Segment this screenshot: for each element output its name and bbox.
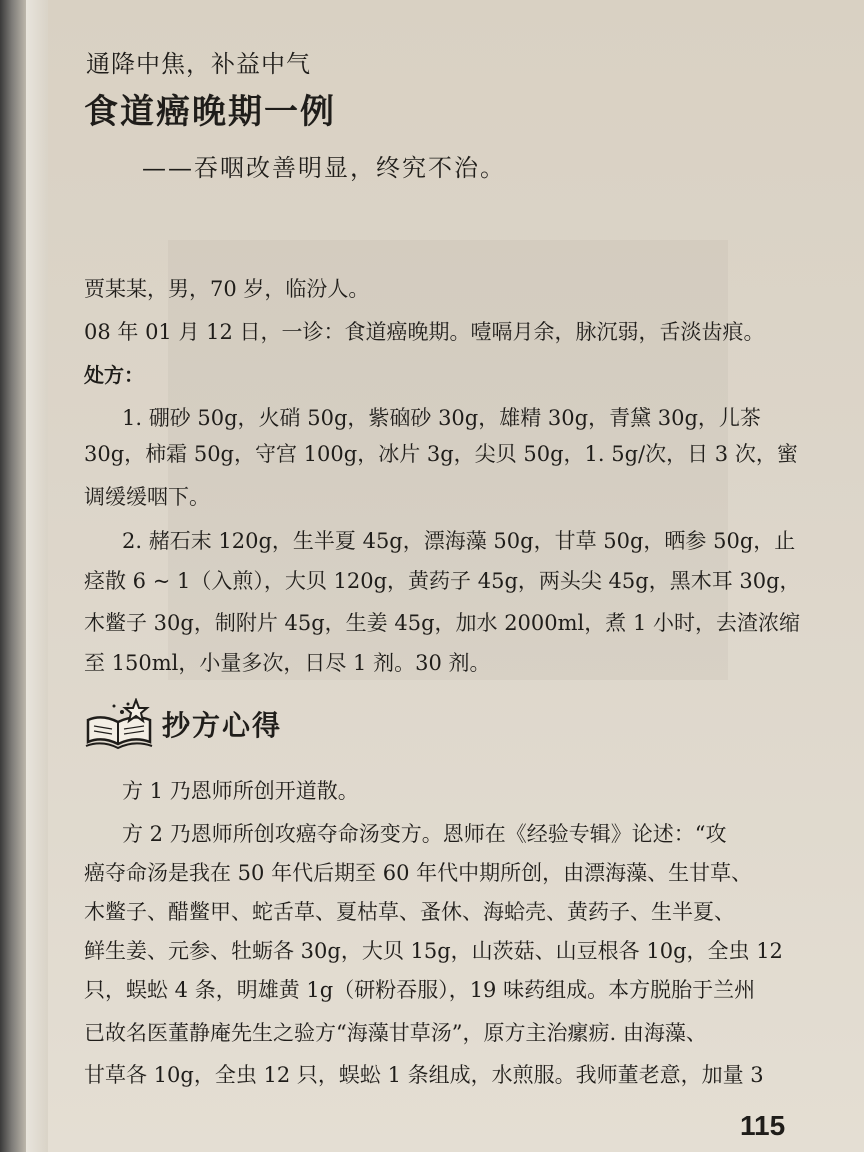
previous-page-edge (26, 0, 48, 1152)
notes-line: 甘草各 10g，全虫 12 只，蜈蚣 1 条组成，水煎服。我师董老意，加量 3 (84, 1063, 764, 1087)
notes-line: 鲜生姜、元参、牡蛎各 30g，大贝 15g，山茨菇、山豆根各 10g，全虫 12 (84, 939, 783, 963)
open-book-star-icon (84, 698, 154, 750)
rx2-line: 木鳖子 30g，制附片 45g，生姜 45g，加水 2000ml，煮 1 小时，去渣浓缩 (84, 611, 800, 635)
page-title: 食道癌晚期一例 (84, 92, 336, 132)
rx2-line: 至 150ml，小量多次，日尽 1 剂。30 剂。 (84, 651, 491, 675)
page-number: 115 (740, 1110, 786, 1141)
rx1-line-text: 1. 硼砂 50g，火硝 50g，紫硇砂 30g，雄精 30g，青黛 30g，儿茶 (122, 406, 761, 430)
page-subtitle: ——吞咽改善明显，终究不治。 (142, 154, 506, 182)
notes-paragraph-1 (84, 770, 784, 813)
notes-line: 木鳖子、醋鳖甲、蛇舌草、夏枯草、蚤休、海蛤壳、黄药子、生半夏、 (84, 900, 735, 924)
notes-line (84, 813, 784, 856)
patient-info: 贾某某，男，70 岁，临汾人。 (84, 277, 370, 301)
rx2-line: 痉散 6 ~ 1（入煎），大贝 120g，黄药子 45g，两头尖 45g，黑木耳 30g， (84, 569, 801, 593)
notes-paragraph-1-text: 方 1 乃恩师所创开道散。 (122, 779, 359, 803)
notes-line-text: 方 2 乃恩师所创攻癌夺命汤变方。恩师在《经验专辑》论述：“攻 (122, 822, 727, 846)
rx1-line: 调缓缓咽下。 (84, 485, 210, 509)
notes-line: 癌夺命汤是我在 50 年代后期至 60 年代中期所创，由漂海藻、生甘草、 (84, 861, 753, 885)
section-kicker: 通降中焦，补益中气 (86, 50, 311, 78)
rx1-line: 30g，柿霜 50g，守宫 100g，冰片 3g，尖贝 50g，1. 5g/次，日 3 次，蜜 (84, 442, 798, 466)
visit-record: 08 年 01 月 12 日，一诊：食道癌晚期。噎嗝月余，脉沉弱，舌淡齿痕。 (84, 320, 765, 344)
rx2-line (84, 520, 796, 563)
notes-heading-text: 抄方心得 (162, 709, 283, 742)
prescription-label (84, 354, 784, 397)
notes-line: 已故名医董静庵先生之验方“海藻甘草汤”，原方主治瘰疬. 由海藻、 (84, 1021, 707, 1045)
notes-heading (84, 698, 282, 750)
prescription-label-text: 处方： (84, 363, 144, 387)
book-binding-edge (0, 0, 26, 1152)
notes-line: 只，蜈蚣 4 条，明雄黄 1g（研粉吞服），19 味药组成。本方脱胎于兰州 (84, 978, 756, 1002)
rx2-line-text: 2. 赭石末 120g，生半夏 45g，漂海藻 50g，甘草 50g，晒参 50g，止 (122, 529, 796, 553)
